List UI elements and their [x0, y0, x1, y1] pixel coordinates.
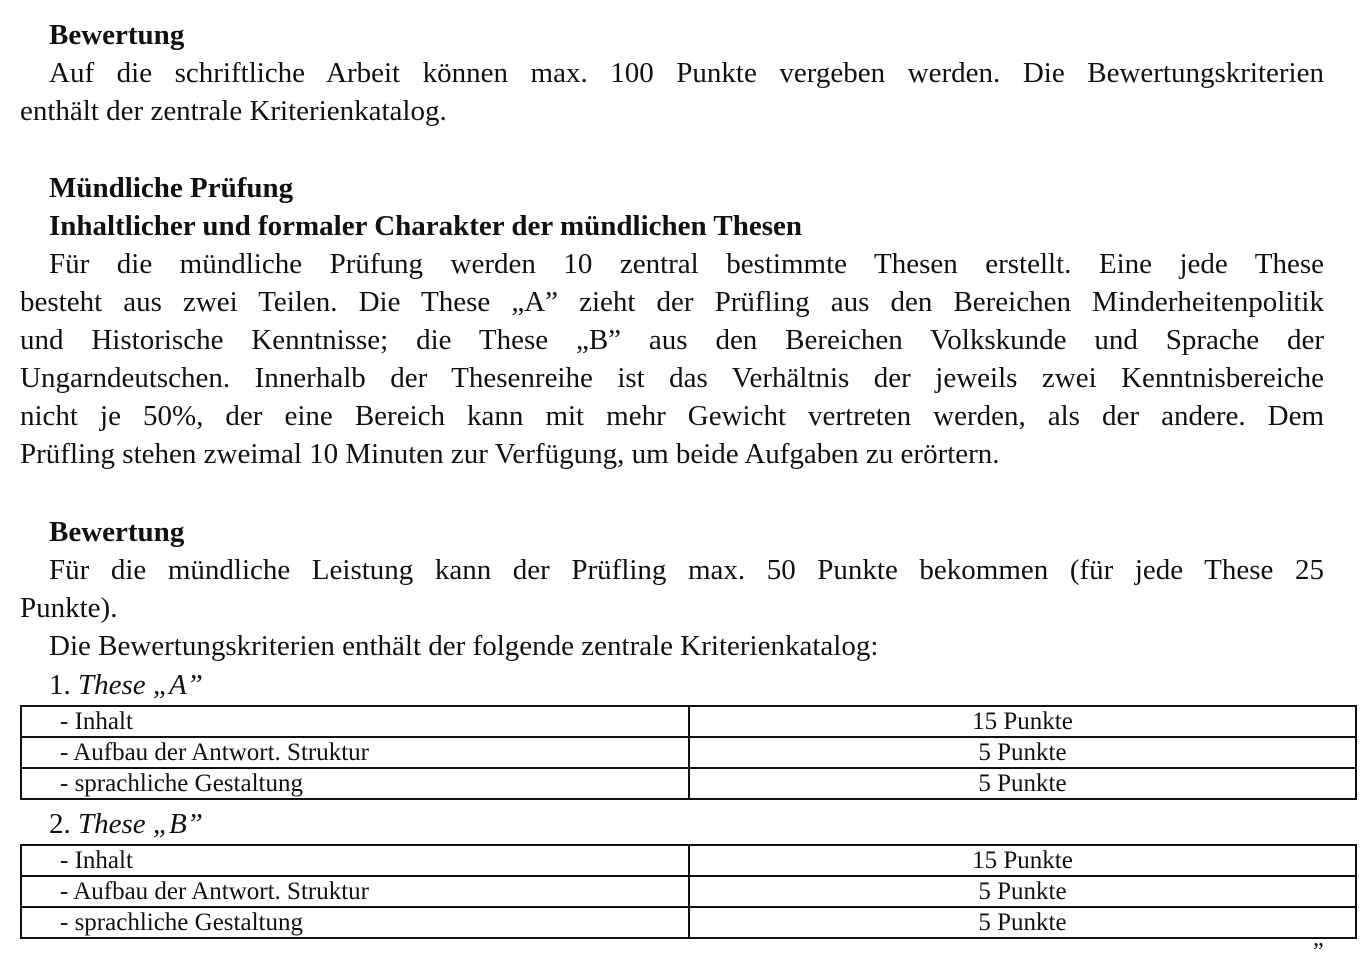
thesis-b-heading	[49, 805, 1324, 843]
oral-exam-subheading: Inhaltlicher und formaler Charakter der mündlichen Thesen	[49, 210, 802, 242]
criterion-cell: - Inhalt	[21, 706, 689, 737]
thesis-a-number: 1.	[49, 669, 71, 701]
oral-exam-line-3: und Historische Kenntnisse; die These „B” aus den Bereichen Volkskunde und Sprache der	[20, 324, 1324, 356]
points-cell: 5 Punkte	[689, 737, 1356, 768]
criterion-cell: - sprachliche Gestaltung	[21, 907, 689, 938]
criterion-cell: - Inhalt	[21, 845, 689, 876]
thesis-b-title: These „B”	[78, 808, 203, 840]
points-cell: 15 Punkte	[689, 845, 1356, 876]
criterion-cell: - Aufbau der Antwort. Struktur	[21, 737, 689, 768]
catalog-intro: Die Bewertungskriterien enthält der folgende zentrale Kriterienkatalog:	[49, 630, 879, 662]
points-cell: 5 Punkte	[689, 768, 1356, 799]
table-row	[21, 706, 1356, 737]
criterion-cell: - sprachliche Gestaltung	[21, 768, 689, 799]
oral-exam-line-6: Prüfling stehen zweimal 10 Minuten zur Verfügung, um beide Aufgaben zu erörtern.	[20, 438, 1000, 470]
criterion-cell: - Aufbau der Antwort. Struktur	[21, 876, 689, 907]
points-cell: 5 Punkte	[689, 876, 1356, 907]
oral-rating-heading: Bewertung	[49, 516, 185, 548]
oral-exam-line-1: Für die mündliche Prüfung werden 10 zentral bestimmte Thesen erstellt. Eine jede These	[49, 248, 1324, 280]
thesis-a-title: These „A”	[78, 669, 203, 701]
thesis-a-table	[20, 705, 1357, 800]
points-cell: 15 Punkte	[689, 706, 1356, 737]
table-row	[21, 876, 1356, 907]
oral-rating-line-1: Für die mündliche Leistung kann der Prüfling max. 50 Punkte bekommen (für jede These 25	[49, 554, 1324, 586]
oral-exam-line-5: nicht je 50%, der eine Bereich kann mit mehr Gewicht vertreten werden, als der andere. Dem	[20, 400, 1324, 432]
table-row	[21, 845, 1356, 876]
trailing-quote-mark: ”	[1313, 939, 1324, 965]
oral-exam-line-4: Ungarndeutschen. Innerhalb der Thesenreihe ist das Verhältnis der jeweils zwei Kenntnisbereiche	[20, 362, 1324, 394]
written-rating-line-2: enthält der zentrale Kriterienkatalog.	[20, 95, 447, 127]
table-row	[21, 768, 1356, 799]
points-cell: 5 Punkte	[689, 907, 1356, 938]
table-row	[21, 907, 1356, 938]
oral-exam-line-2: besteht aus zwei Teilen. Die These „A” zieht der Prüfling aus den Bereichen Minderheitenpolitik	[20, 286, 1324, 318]
thesis-a-heading	[49, 666, 1324, 704]
table-row	[21, 737, 1356, 768]
oral-rating-line-2: Punkte).	[20, 592, 118, 624]
written-rating-heading: Bewertung	[49, 19, 185, 51]
oral-exam-heading: Mündliche Prüfung	[49, 172, 294, 204]
written-rating-line-1: Auf die schriftliche Arbeit können max. 100 Punkte vergeben werden. Die Bewertungskriterien	[49, 57, 1324, 89]
thesis-b-table	[20, 844, 1357, 939]
thesis-b-number: 2.	[49, 808, 71, 840]
